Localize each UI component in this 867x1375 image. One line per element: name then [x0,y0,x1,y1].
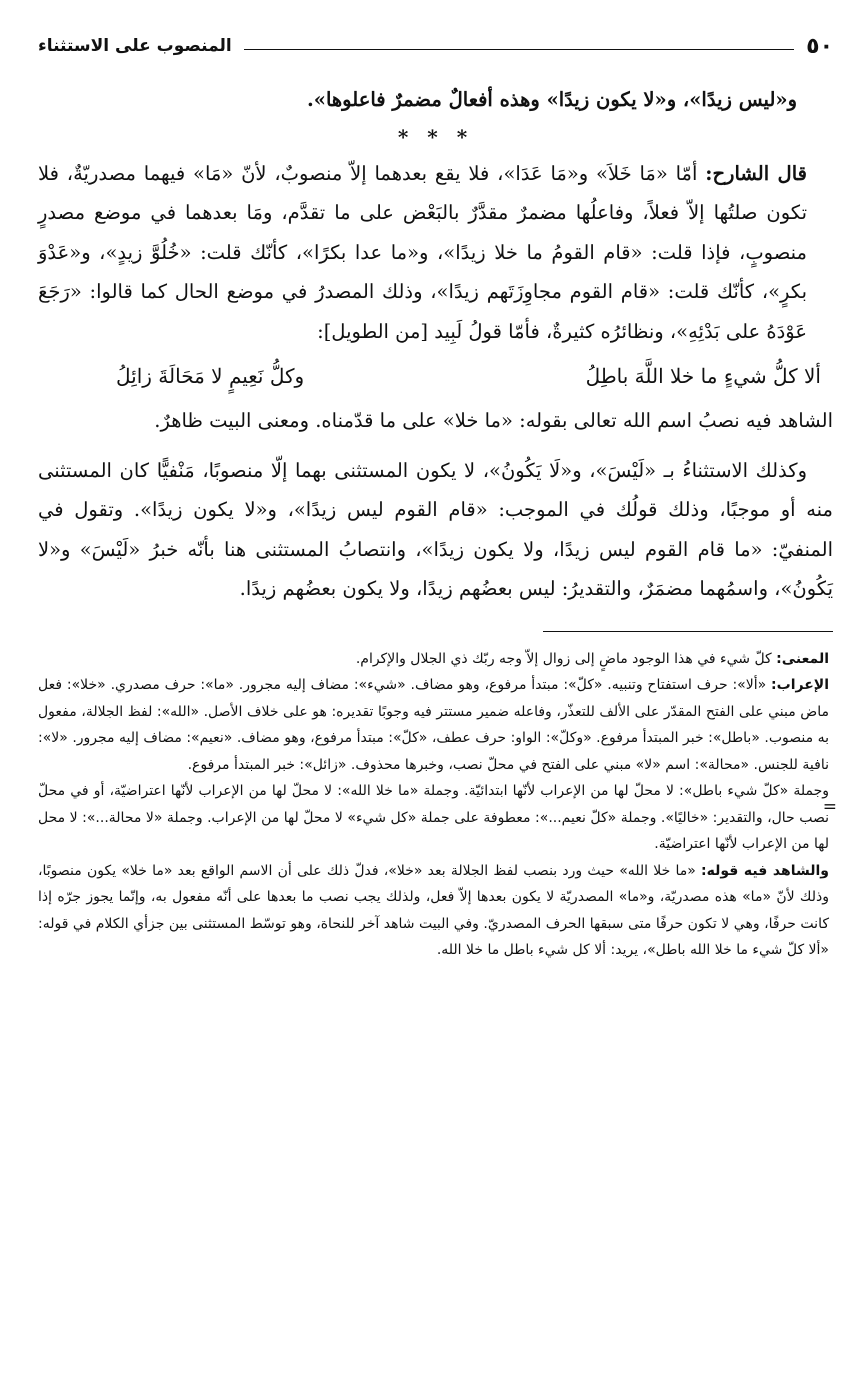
footnote-rule [543,631,833,632]
opening-line: و«ليس زيدًا»، و«لا يكون زيدًا» وهذه أفعالٌ مضمرٌ فاعلوها». [306,88,797,111]
footnote-sentences: وجملة «كلّ شيء باطل»: لا محلّ لها من الإعراب لأنّها ابتدائيّة. وجملة «ما خلا الله»: لا محلّ لها من الإعراب لأنّها اعتراضيّة، أو في محلّ نصب حال، والتقدير: «خاليًا». وجملة «كلّ نعيم...»: معطوفة على جملة «كل شيء» لا محلّ لها من الإعراب. وجملة «لا محالة...»: لا محل لها من الإعراب لأنّها اعتراضيّة. [38,783,829,852]
shahid-label: والشاهد فيه قوله: [701,862,829,879]
poem-verse [38,353,833,399]
page-number: ٥٠ [806,33,833,59]
verse-second-hemistich: وكلُّ نَعِيمٍ لا مَحَالَةَ زائِلُ [116,364,305,388]
shahid-text: «ما خلا الله» حيث ورد بنصب لفظ الجلالة بعد «خلا»، فدلّ ذلك على أن الاسم الواقع بعد «ما خلا» يكون منصوبًا، وذلك لأنّ «ما» هذه مصدريّة، و«ما» المصدريّة لا يكون بعدها إلاّ فعل، ولذلك يجب نصب ما بعدها على أنّه مفعول به، وإنّما يجوز جرّه إذا كانت حرفًا، وهي لا تكون حرفًا متى سبقها الحرف المصدريّ. وفي البيت شاهد آخر للنحاة، وهو توسّط المستثنى بين جزأي الكلام في قوله: «ألا كلّ شيء ما خلا الله باطل»، يريد: ألا كل شيء باطل ما خلا الله. [38,862,829,958]
running-title: المنصوب على الاستثناء [38,36,232,56]
laysa-paragraph: وكذلك الاستثناءُ بـ «لَيْسَ»، و«لَا يَكُونُ»، لا يكون المستثنى بهما إلّا منصوبًا، مَنْفيًّا كان المستثنى منه أو موجبًا، وذلك قولُك في الموجب: «قام القوم ليس زيدًا»، و«لا يكون زيدًا». وتقول في المنفيّ: «ما قام القوم ليس زيدًا، ولا يكون زيدًا»، وانتصابُ المستثنى هنا بأنّه خبرُ «لَيْسَ» و«لا يَكُونُ»، واسمُهما مضمَرٌ، والتقديرُ: ليس بعضُهم زيدًا، ولا يكون بعضُهم زيدًا. [38,458,833,600]
irab-text: «ألا»: حرف استفتاح وتنبيه. «كلّ»: مبتدأ مرفوع، وهو مضاف. «شيء»: مضاف إليه مجرور. «ما»: حرف مصدري. «خلا»: فعل ماض مبني على الفتح المقدّر على الألف للتعذّر، وفاعله ضمير مستتر فيه وجوبًا تقديره: هو على خلاف الأصل. «الله»: لفظ الجلالة، مفعول به منصوب. «باطل»: خبر المبتدأ مرفوع. «وكلّ»: الواو: حرف عطف، «كلّ»: مبتدأ مرفوع، وهو مضاف. «نعيم»: مضاف إليه مجرور. «لا»: نافية للجنس. «محالة»: اسم «لا» مبني على الفتح في محلّ نصب، وخبرها محذوف. «زائل»: خبر المبتدأ مرفوع. [38,677,829,773]
verse-first-hemistich: ألا كلُّ شيءٍ ما خلا اللَّهَ باطِلُ [585,364,821,388]
footnotes [38,646,833,964]
shahid-paragraph: الشاهد فيه نصبُ اسم الله تعالى بقوله: «ما خلا» على ما قدّمناه. ومعنى البيت ظاهرٌ. [154,409,833,432]
footnote-irab [38,672,829,778]
meaning-text: كلّ شيء في هذا الوجود ماضٍ إلى زوال إلاّ وجه ربّك ذي الجلال والإكرام. [355,650,777,667]
header-rule [244,49,794,50]
footnote-meaning [38,646,829,673]
footnote-continuation-mark: = [822,797,837,817]
running-header [38,30,833,62]
commentary-text: أمّا «مَا خَلاَ» و«مَا عَدَا»، فلا يقع بعدهما إلاّ منصوبٌ، لأنّ «مَا» فيهما مصدريّةٌ، فلا تكون صلتُها إلاّ فعلاً، وفاعلُها مضمرٌ مقدَّرٌ بالبَعْض على ما تقدَّم، ومَا بعدهما في موضع مصدرٍ منصوبٍ، فإذا قلت: «قام القومُ ما خلا زيدًا»، و«ما عدا بكرًا»، كأنّك قلت: «خُلُوَّ زيدٍ»، و«عَدْوَ بكرٍ»، كأنّك قلت: «قام القوم مجاوِزَتَهم زيدًا»، وذلك المصدرُ في موضع الحال كما قالوا: «رَجَعَ عَوْدَهُ على بَدْئِهِ»، ونظائرُه كثيرةٌ، فأمّا قولُ لَبِيد [من الطويل]: [38,161,807,343]
main-text [38,80,833,609]
meaning-label: المعنى: [776,650,829,667]
section-separator: * * * [397,124,474,149]
footnote-shahid [38,858,829,964]
speaker-label: قال الشارح: [705,161,807,185]
irab-label: الإعراب: [771,677,829,693]
commentary-paragraph [38,154,833,352]
